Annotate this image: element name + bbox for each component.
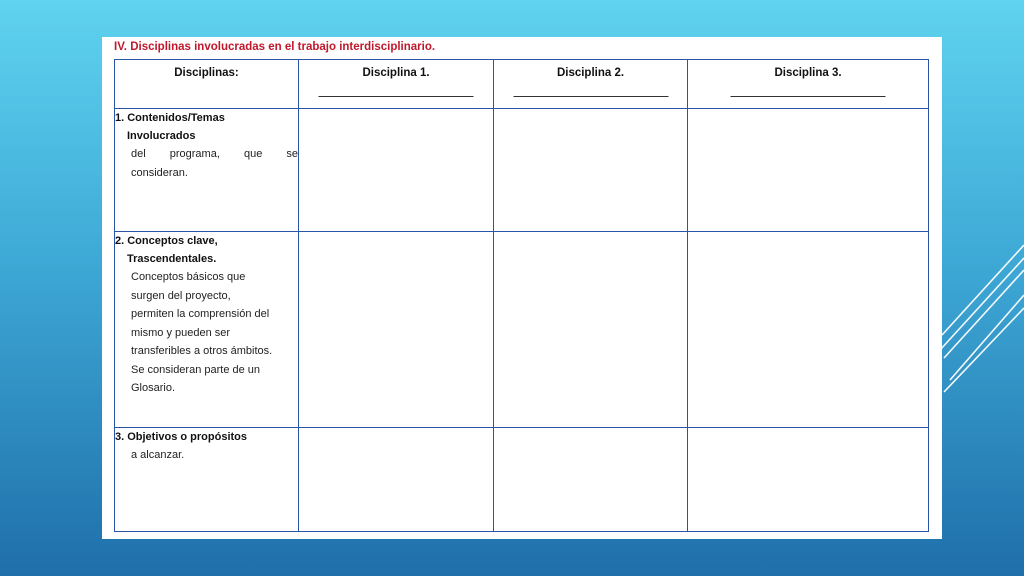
header-disciplina-1 [299,60,494,109]
row-description-line: surgen del proyecto, [131,289,231,302]
disciplines-table [114,59,929,532]
cell-empty[interactable] [299,232,494,428]
row-description-line: Glosario. [131,382,176,394]
cell-empty[interactable] [494,109,688,232]
row-description-line: Se consideran parte de un [131,363,261,376]
row-label-contenidos [115,109,299,232]
header-row [115,60,929,109]
fill-in-line [319,96,474,97]
header-label: Disciplina 3. [774,67,842,79]
row-title: 3. Objetivos o propósitos [115,431,248,443]
cell-empty[interactable] [494,232,688,428]
row-description-line: consideran. [131,166,188,179]
row-description-line: transferibles a otros ámbitos. [131,345,273,357]
row-title-continuation: Involucrados [127,130,196,142]
row-title-continuation: Trascendentales. [127,253,217,265]
header-disciplina-2 [494,60,688,109]
cell-empty[interactable] [299,109,494,232]
cell-empty[interactable] [688,232,929,428]
row-description-line: Conceptos básicos que [131,271,246,283]
table-row [115,232,929,428]
header-label: Disciplina 1. [362,67,430,79]
cell-empty[interactable] [494,428,688,532]
cell-empty[interactable] [688,109,929,232]
row-title: 1. Contenidos/Temas [115,112,225,124]
document-panel [102,37,942,539]
cell-empty[interactable] [299,428,494,532]
row-description-line: a alcanzar. [131,449,185,461]
table-row [115,428,929,532]
header-label: Disciplinas: [174,67,239,79]
header-disciplina-3 [688,60,929,109]
decorative-chevron-lines [930,240,1024,400]
row-description-line: permiten la comprensión del [131,308,270,320]
row-description-line: mismo y pueden ser [131,326,231,339]
fill-in-line [731,96,886,97]
table-row [115,109,929,232]
row-title: 2. Conceptos clave, [115,235,218,247]
section-title: IV. Disciplinas involucradas en el trabajo interdisciplinario. [114,41,436,53]
row-description-line: del programa, que se [131,148,298,160]
row-label-objetivos [115,428,299,532]
cell-empty[interactable] [688,428,929,532]
header-disciplinas [115,60,299,109]
fill-in-line [513,96,668,97]
row-label-conceptos [115,232,299,428]
header-label: Disciplina 2. [556,67,625,79]
